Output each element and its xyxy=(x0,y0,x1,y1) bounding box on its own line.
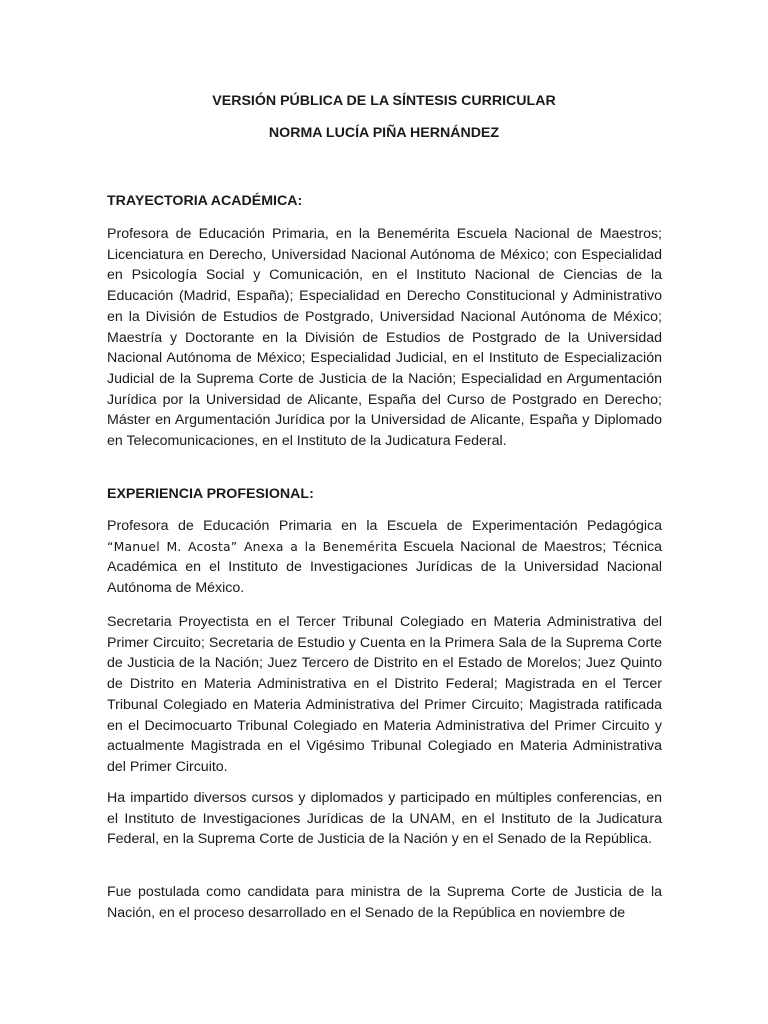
academic-paragraph: Profesora de Educación Primaria, en la Benemérita Escuela Nacional de Maestros; Licenciatura en Derecho, Universidad Nacional Autónoma de México; con Especialidad en Psicología Social y Comunicación, en el Instituto Nacional de Ciencias de la Educación (Madrid, España); Especialidad en Derecho Constitucional y Administrativo en la División de Estudios de Postgrado, Universidad Nacional Autónoma de México; Maestría y Doctorante en la División de Estudios de Postgrado de la Universidad Nacional Autónoma de México; Especialidad Judicial, en el Instituto de Especialización Judicial de la Suprema Corte de Justicia de la Nación; Especialidad en Argumentación Jurídica por la Universidad de Alicante, España del Curso de Postgrado en Derecho; Máster en Argumentación Jurídica por la Universidad de Alicante, España y Diplomado en Telecomunicaciones, en el Instituto de la Judicatura Federal. xyxy=(107,226,662,450)
section-heading-professional: EXPERIENCIA PROFESIONAL: xyxy=(107,486,314,502)
section-heading-academic: TRAYECTORIA ACADÉMICA: xyxy=(107,193,303,209)
professional-paragraph-2: Secretaria Proyectista en el Tercer Tribunal Colegiado en Materia Administrativa del Primer Circuito; Secretaria de Estudio y Cuenta en la Primera Sala de la Suprema Corte de Justicia de la Nación; Juez Tercero de Distrito en el Estado de Morelos; Juez Quinto de Distrito en Materia Administrativa en el Distrito Federal; Magistrada en el Tercer Tribunal Colegiado en Materia Administrativa del Primer Circuito; Magistrada ratificada en el Decimocuarto Tribunal Colegiado en Materia Administrativa del Primer Circuito y actualmente Magistrada en el Vigésimo Tribunal Colegiado en Materia Administrativa del Primer Circuito. xyxy=(107,614,662,775)
professional-paragraph-1 xyxy=(107,516,662,599)
person-name: NORMA LUCÍA PIÑA HERNÁNDEZ xyxy=(268,125,500,141)
document-title: VERSIÓN PÚBLICA DE LA SÍNTESIS CURRICULAR xyxy=(212,93,556,109)
professional-paragraph-4: Fue postulada como candidata para ministra de la Suprema Corte de Justicia de la Nación, en el proceso desarrollado en el Senado de la República en noviembre de xyxy=(107,884,662,921)
paragraph-rest-text: a Escuela Nacional de Maestros; Técnica Académica en el Instituto de Investigaciones Jurídicas de la Universidad Nacional Autónoma de México. xyxy=(107,538,662,597)
quoted-school-name: “Manuel M. Acosta” Anexa a la Benemérit xyxy=(107,538,390,554)
paragraph-lead-text: Profesora de Educación Primaria en la Escuela de Experimentación Pedagógica xyxy=(107,518,662,534)
professional-paragraph-3: Ha impartido diversos cursos y diplomados y participado en múltiples conferencias, en el Instituto de Investigaciones Jurídicas de la UNAM, en el Instituto de la Judicatura Federal, en la Suprema Corte de Justicia de la Nación y en el Senado de la República. xyxy=(107,790,662,848)
